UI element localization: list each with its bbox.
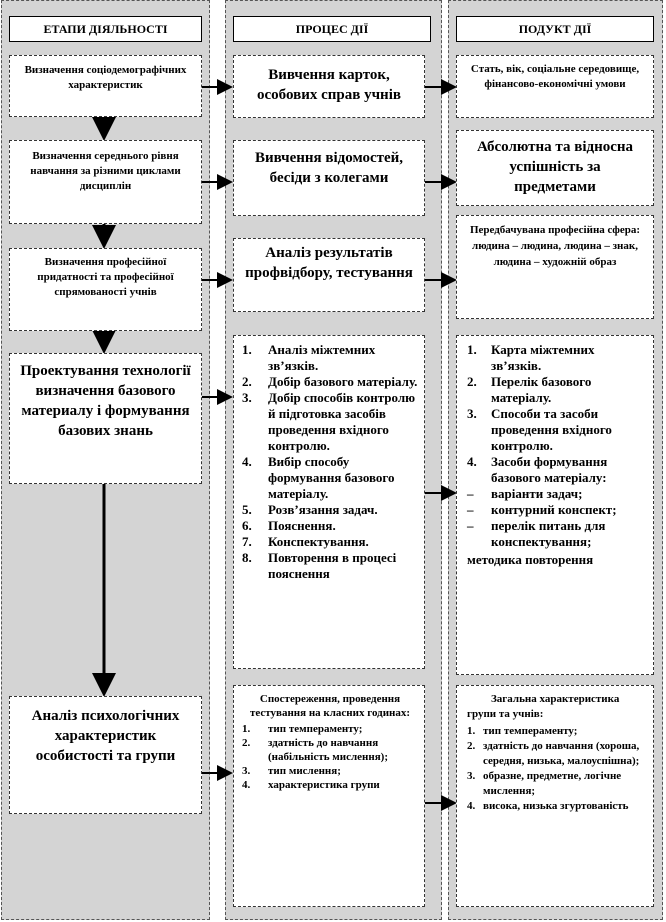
dash-item: – варіанти задач; xyxy=(467,486,583,501)
product-result: 3. Способи та засоби проведення вхідного контролю. xyxy=(467,406,612,453)
process-steps-list xyxy=(242,342,418,582)
process-step: 5. Розв’язання задач. xyxy=(242,502,378,517)
product-method: методика повторення xyxy=(467,552,594,567)
product-text-3: Передбачувана професійна сфера: людина – людина, людина – знак, людина – художній образ xyxy=(469,224,641,268)
stage-box-4 xyxy=(9,353,202,484)
process-box-3 xyxy=(233,238,425,312)
product-result: 2. Перелік базового матеріалу. xyxy=(467,374,592,405)
dash-item: – перелік питань для конспектування; xyxy=(467,518,606,549)
process-step: 1. Аналіз міжтемних зв’язків. xyxy=(242,342,376,373)
process-step: 4. Вибір способу формування базового матеріалу. xyxy=(242,454,395,501)
stage-text-2: Визначення середнього рівня навчання за різними циклами дисциплін xyxy=(30,150,181,192)
stage-box-5 xyxy=(9,696,202,814)
stage-box-3 xyxy=(9,248,202,331)
process-box-4 xyxy=(233,335,425,669)
product-box-4 xyxy=(456,335,654,675)
process-step: 7. Конспектування. xyxy=(242,534,369,549)
process-observation-list xyxy=(242,722,418,792)
product-text-1: Стать, вік, соціальне середовище, фінансово-економічні умови xyxy=(470,63,640,90)
process-step: 2. Добір базового матеріалу. xyxy=(242,374,418,389)
product-box-5 xyxy=(456,685,654,907)
product-5-intro: Загальна характеристика групи та учнів: xyxy=(467,693,620,720)
observation-item: 4. характеристика групи xyxy=(242,779,380,791)
process-5-intro: Спостереження, проведення тестування на класних годинах: xyxy=(249,693,411,719)
process-box-1 xyxy=(233,55,425,118)
process-box-5 xyxy=(233,685,425,907)
product-box-2 xyxy=(456,130,654,206)
process-text-1: Вивчення карток, особових справ учнів xyxy=(257,67,401,103)
product-result: 4. Засоби формування базового матеріалу: xyxy=(467,454,608,485)
product-box-1 xyxy=(456,55,654,118)
stage-box-1 xyxy=(9,55,202,117)
stage-text-3: Визначення професійної придатності та професійної спрямованості учнів xyxy=(37,256,174,298)
header-stages: ЕТАПИ ДІЯЛЬНОСТІ xyxy=(9,16,202,42)
observation-item: 1. тип темпераменту; xyxy=(242,723,363,735)
process-step: 8. Повторення в процесі пояснення xyxy=(242,550,397,581)
group-characteristic: 3. образне, предметне, логічне мислення; xyxy=(467,770,622,797)
product-dash-list xyxy=(467,486,647,550)
process-step: 3. Добір способів контролю й підготовка засобів проведення вхідного контролю. xyxy=(242,390,416,453)
group-characteristic: 4. висока, низька згуртованість xyxy=(467,800,629,812)
dash-item: – контурний конспект; xyxy=(467,502,617,517)
group-characteristics-list xyxy=(467,724,647,814)
observation-item: 3. тип мислення; xyxy=(242,765,341,777)
header-process: ПРОЦЕС ДІЇ xyxy=(233,16,431,42)
process-box-2 xyxy=(233,140,425,216)
product-text-2: Абсолютна та відносна успішність за предметами xyxy=(476,139,634,195)
product-results-list xyxy=(467,342,647,486)
product-box-3 xyxy=(456,215,654,319)
group-characteristic: 1. тип темпераменту; xyxy=(467,725,578,737)
group-characteristic: 2. здатність до навчання (хороша, середня, низька, малоуспішна); xyxy=(467,740,640,767)
stage-text-1: Визначення соціодемографічних характеристик xyxy=(24,64,187,91)
stage-text-5: Аналіз психологічних характеристик особистості та групи xyxy=(31,708,180,764)
process-text-3: Аналіз результатів профвідбору, тестування xyxy=(245,245,413,281)
stage-text-4: Проектування технології визначення базового материалу і формування базових знань xyxy=(20,363,191,439)
process-step: 6. Пояснення. xyxy=(242,518,336,533)
process-text-2: Вивчення відомостей, бесіди з колегами xyxy=(254,150,404,186)
stage-box-2 xyxy=(9,140,202,224)
product-result: 1. Карта міжтемних зв’язків. xyxy=(467,342,595,373)
header-product: ПОДУКТ ДІЇ xyxy=(456,16,654,42)
observation-item: 2. здатність до навчання (набільність мислення); xyxy=(242,737,389,763)
